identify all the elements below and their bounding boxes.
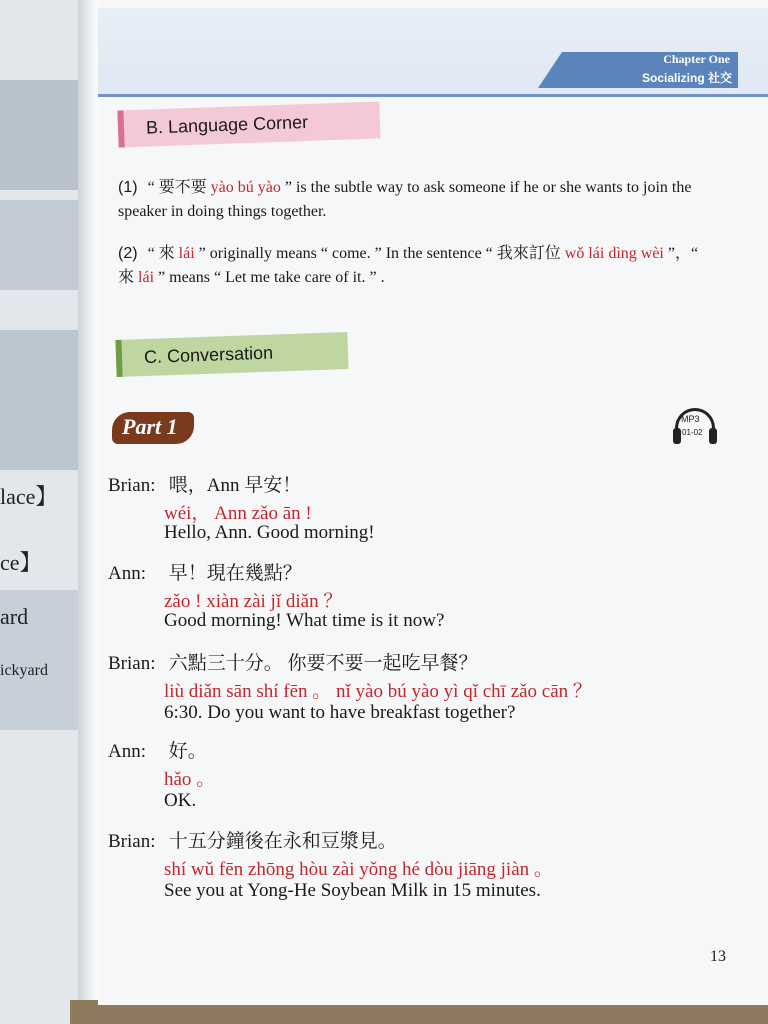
dialogue-line [108,826,748,853]
pinyin-text: liù diǎn sān shí fēn 。 nǐ yào bú yào yì qǐ chī zǎo cān ？ [164,681,592,702]
pinyin-text: zǎo ! xiàn zài jǐ diǎn ？ [164,591,343,612]
note-text: ”，“ 來 [118,245,699,286]
section-title-language-corner: B. Language Corner [117,101,380,147]
headphones-icon [673,406,719,450]
hanzi-text: 好。 [168,741,207,762]
english-text: See you at Yong-He Soybean Milk in 15 minutes. [164,880,541,901]
note-number: (2) [118,245,138,262]
pinyin-text: hǎo 。 [164,769,216,790]
left-page-fragment: ce】 [0,550,42,575]
speaker-name: Ann: [108,563,146,584]
note-pinyin: yào bú yào [210,179,281,196]
dialogue-line [108,558,748,585]
english-text: 6:30. Do you want to have breakfast together? [164,702,516,723]
hanzi-text: 十五分鐘後在永和豆漿見。 [168,831,397,852]
speaker-name: Brian: [108,653,156,674]
page-number: 13 [710,948,726,965]
left-page-fragment: ickyard [0,662,48,679]
mp3-label: MP3 [681,414,700,424]
left-page-band [0,330,80,470]
left-page-band [0,80,80,190]
note-number: (1) [118,179,138,196]
english-text: Good morning! What time is it now? [164,610,445,631]
left-page-fragment: lace】 [0,484,58,509]
hanzi-text: 早！現在幾點？ [168,563,302,584]
chapter-title: Socializing 社交 [641,71,732,85]
dialogue-line [108,470,748,497]
dialogue-line [108,648,748,675]
hanzi-text: 六點三十分。 你要不要一起吃早餐？ [168,653,478,674]
speaker-name: Brian: [108,831,156,852]
mp3-track: 01-02 [682,428,703,437]
pinyin-text: wéi， Ann zǎo ān ! [164,503,312,524]
note-hanzi: “ 來 [147,245,175,262]
note-text: ” means “ Let me take care of it. ” . [154,269,385,286]
note-pinyin: lái [178,245,195,262]
english-text: Hello, Ann. Good morning! [164,522,375,543]
note-text: ” originally means “ come. ” In the sentence “ 我來訂位 [194,245,561,262]
chapter-number: Chapter One [663,52,730,66]
speaker-name: Ann: [108,741,146,762]
language-note-1 [118,176,718,224]
note-hanzi: “ 要不要 [147,179,207,196]
pinyin-text: shí wǔ fēn zhōng hòu zài yǒng hé dòu jiāng jiàn 。 [164,859,553,880]
language-note-2 [118,242,718,290]
english-text: OK. [164,790,197,811]
left-page-fragment: ard [0,604,29,629]
left-page-band [0,200,80,290]
speaker-name: Brian: [108,475,156,496]
dialogue-line [108,736,748,763]
section-title-conversation: C. Conversation [115,332,348,377]
note-text: ” is the subtle way to ask someone if he or she wants to join the speaker in doing things together. [118,179,692,220]
textbook-page [98,0,768,1005]
part-badge: Part 1 [112,412,194,444]
note-pinyin: lái [138,269,155,286]
hanzi-text: 喂，Ann 早安！ [168,475,302,496]
note-pinyin: wǒ lái dìng wèi [564,245,664,262]
